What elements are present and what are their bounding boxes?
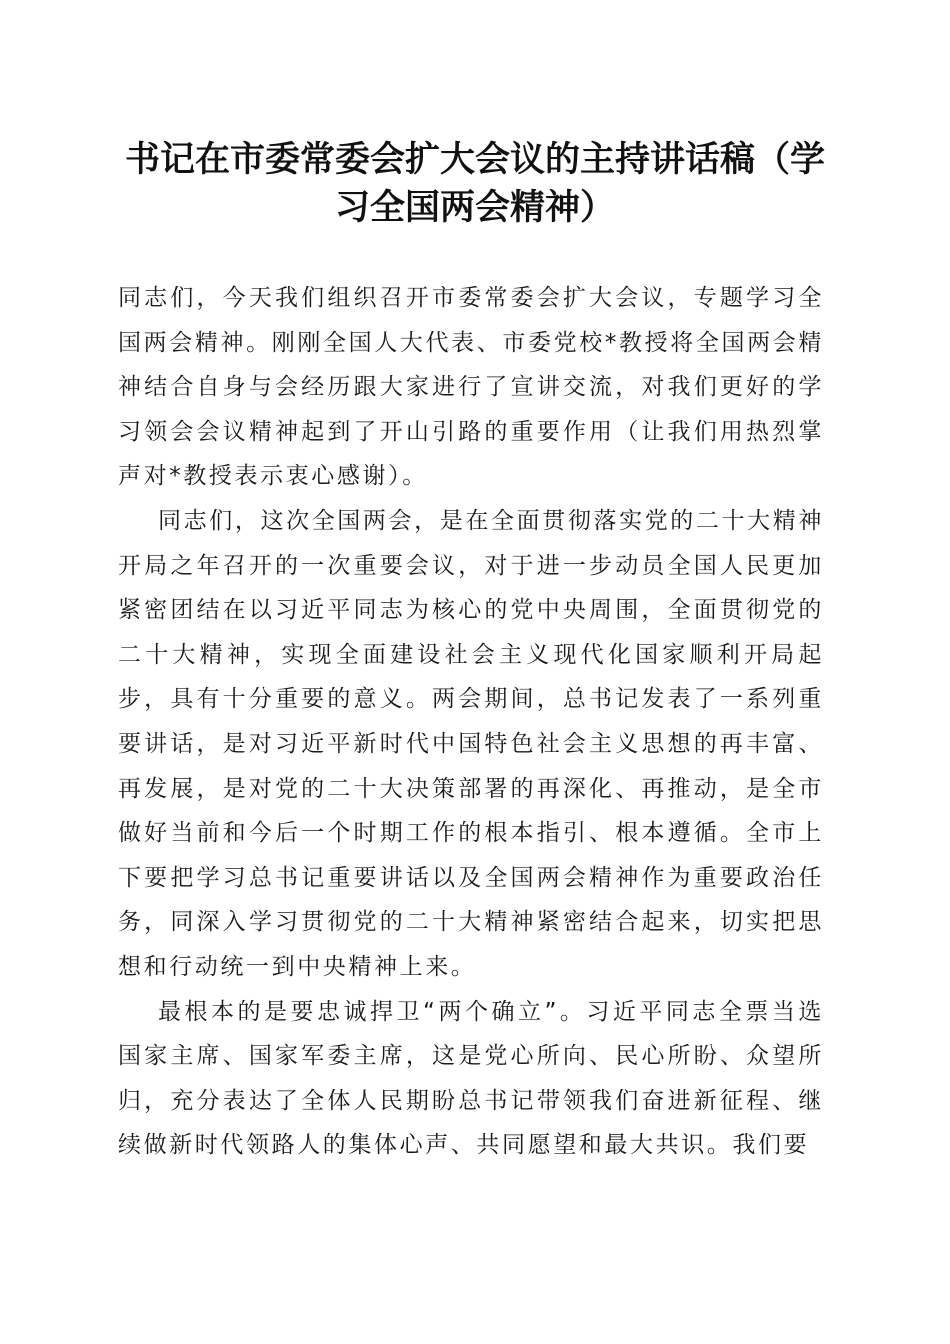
document-body bbox=[118, 276, 824, 1168]
document-title: 书记在市委常委会扩大会议的主持讲话稿（学习全国两会精神） bbox=[124, 139, 825, 228]
paragraph-significance: 同志们，这次全国两会，是在全面贯彻落实党的二十大精神开局之年召开的一次重要会议，对于进一步动员全国人民更加紧密团结在以习近平同志为核心的党中央周围，全面贯彻党的二十大精神，实现全面建设社会主义现代化国家顺利开局起步，具有十分重要的意义。两会期间，总书记发表了一系列重要讲话，是对习近平新时代中国特色社会主义思想的再丰富、再发展，是对党的二十大决策部署的再深化、再推动，是全市做好当前和今后一个时期工作的根本指引、根本遵循。全市上下要把学习总书记重要讲话以及全国两会精神作为重要政治任务，同深入学习贯彻党的二十大精神紧密结合起来，切实把思想和行动统一到中央精神上来。 bbox=[118, 507, 824, 980]
paragraph-two-establishes: 最根本的是要忠诚捍卫“两个确立”。习近平同志全票当选国家主席、国家军委主席，这是党心所向、民心所盼、众望所归，充分表达了全体人民期盼总书记带领我们奋进新征程、继续做新时代领路人的集体心声、共同愿望和最大共识。我们要 bbox=[118, 998, 824, 1159]
paragraph-opening: 同志们，今天我们组织召开市委常委会扩大会议，专题学习全国两会精神。刚刚全国人大代表、市委党校*教授将全国两会精神结合自身与会经历跟大家进行了宣讲交流，对我们更好的学习领会会议精神起到了开山引路的重要作用（让我们用热烈掌声对*教授表示衷心感谢）。 bbox=[118, 285, 824, 490]
